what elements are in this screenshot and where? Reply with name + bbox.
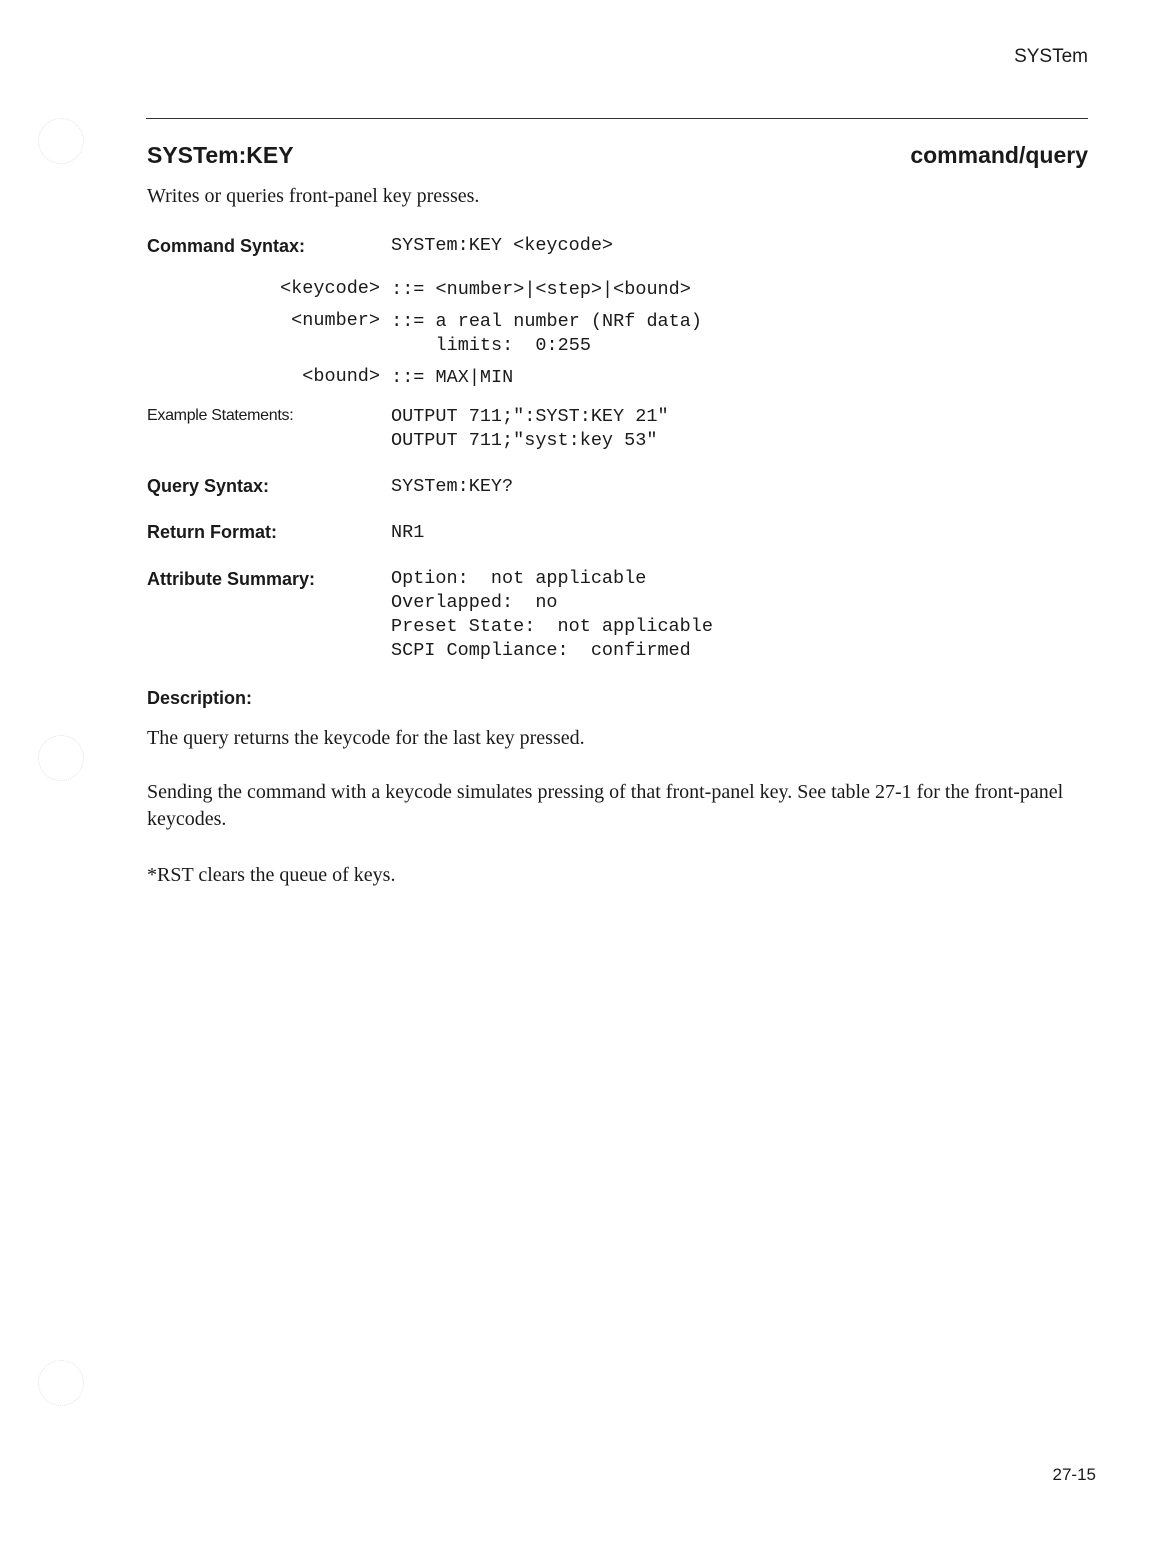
definition-term-keycode: <keycode> [280, 278, 380, 299]
definition-keycode: ::= <number>|<step>|<bound> [380, 279, 691, 300]
command-title: SYSTem:KEY [147, 142, 294, 168]
query-syntax-value: SYSTem:KEY? [391, 476, 514, 497]
definition-term-number: <number> [291, 310, 380, 331]
description-label: Description: [147, 688, 253, 708]
attribute-summary: Option: not applicable Overlapped: no Preset State: not applicable SCPI Compliance: confirmed [391, 568, 713, 661]
running-header: SYSTem [1014, 46, 1088, 67]
header-rule [146, 118, 1088, 119]
definition-number: ::= a real number (NRf data) limits: 0:255 [391, 311, 702, 356]
definition-term-bound: <bound> [302, 366, 380, 387]
description-paragraph: *RST clears the queue of keys. [147, 864, 396, 886]
return-format-label: Return Format: [147, 522, 277, 542]
command-summary: Writes or queries front-panel key presses. [147, 185, 480, 207]
definition-bound: ::= MAX|MIN [380, 367, 514, 388]
description-paragraph: The query returns the keycode for the last key pressed. [147, 727, 585, 749]
example-statements: OUTPUT 711;":SYST:KEY 21" OUTPUT 711;"syst:key 53" [391, 406, 669, 451]
page-number: 27-15 [1052, 1465, 1096, 1484]
attribute-summary-label: Attribute Summary: [147, 569, 316, 589]
punch-hole-mark [38, 118, 84, 164]
query-syntax-label: Query Syntax: [147, 476, 270, 496]
command-syntax-label: Command Syntax: [147, 236, 306, 256]
punch-hole-mark [38, 735, 84, 781]
example-statements-label: Example Statements: [147, 407, 294, 424]
command-syntax-value: SYSTem:KEY <keycode> [391, 235, 614, 256]
return-format-value: NR1 [391, 522, 425, 543]
command-type: command/query [910, 142, 1088, 168]
punch-hole-mark [38, 1360, 84, 1406]
description-paragraph: Sending the command with a keycode simulates pressing of that front-panel key. See table 27-1 for the front-panel keycodes. [147, 781, 1064, 830]
